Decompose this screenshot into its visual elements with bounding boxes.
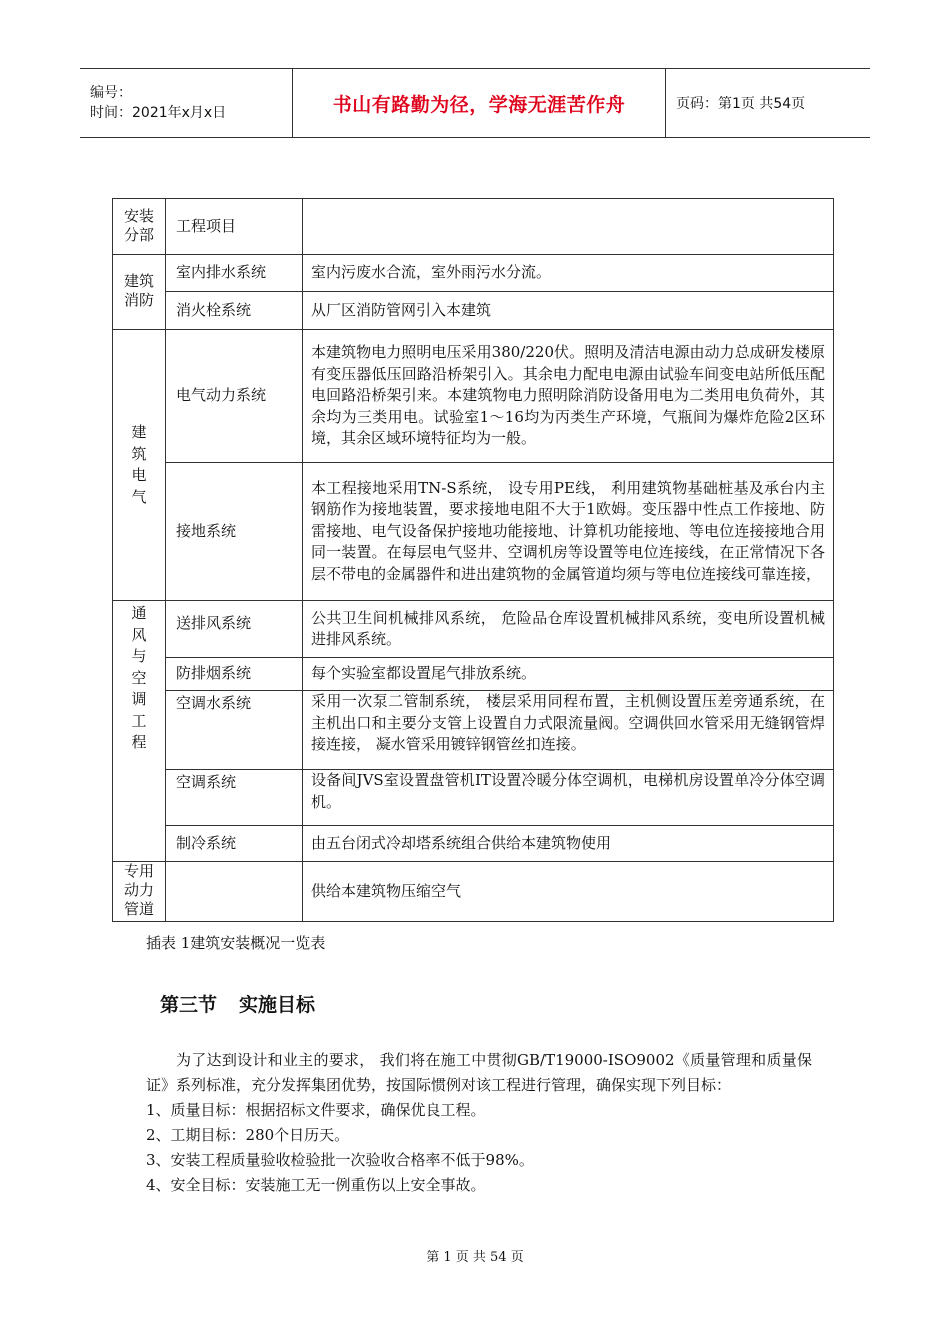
table-caption: 插表 1建筑安装概况一览表 — [146, 934, 326, 952]
desc-cell: 室内污废水合流，室外雨污水分流。 — [303, 255, 834, 292]
desc-cell: 每个实验室都设置尾气排放系统。 — [303, 658, 834, 691]
table-row — [113, 826, 834, 862]
item-cell: 电气动力系统 — [166, 330, 303, 463]
table-row — [113, 770, 834, 826]
desc-cell: 本工程接地采用TN-S系统， 设专用PE线， 利用建筑物基础桩基及承台内主钢筋作为接地装置，要求接地电阻不大于1欧姆。变压器中性点工作接地、防雷接地、电气设备保护接地功能接地、计算机功能接地、等电位连接接地合用同一装置。在每层电气竖井、空调机房等设置等电位连接线，在正常情况下各层不带电的金属器件和进出建筑物的金属管道均须与等电位连接线可靠连接， — [303, 463, 834, 601]
item-cell: 室内排水系统 — [166, 255, 303, 292]
desc-cell: 从厂区消防管网引入本建筑 — [303, 292, 834, 330]
goal-item: 3、安装工程质量验收检验批一次验收合格率不低于98%。 — [146, 1151, 534, 1169]
goal-item: 1、质量目标：根据招标文件要求，确保优良工程。 — [146, 1101, 486, 1119]
page-footer: 第 1 页 共 54 页 — [426, 1250, 524, 1265]
section-title: 实施目标 — [239, 994, 316, 1016]
item-cell — [166, 862, 303, 922]
header-category-cell: 安装分部 — [113, 199, 166, 255]
item-cell: 接地系统 — [166, 463, 303, 601]
code-label: 编号： — [90, 85, 132, 101]
desc-cell: 由五台闭式冷却塔系统组合供给本建筑物使用 — [303, 826, 834, 862]
section-number: 第三节 — [160, 994, 218, 1016]
desc-cell: 采用一次泵二管制系统， 楼层采用同程布置，主机侧设置压差旁通系统，在主机出口和主要分支管上设置自力式限流量阀。空调供回水管采用无缝钢管焊接连接， 凝水管采用镀锌钢管丝扣连接。 — [303, 691, 834, 770]
header-meta — [80, 69, 292, 137]
category-cell: 通风与空调工程 — [113, 601, 166, 862]
table-row — [113, 292, 834, 330]
header-desc-cell — [303, 199, 834, 255]
item-cell: 送排风系统 — [166, 601, 303, 658]
section-body — [146, 1048, 812, 1198]
item-cell: 制冷系统 — [166, 826, 303, 862]
page-info-text: 页码：第1页 共54页 — [676, 96, 806, 112]
table-row — [113, 658, 834, 691]
desc-cell: 设备间JVS室设置盘管机IT设置冷暖分体空调机，电梯机房设置单冷分体空调机。 — [303, 770, 834, 826]
goal-item: 2、工期目标：280个日历天。 — [146, 1126, 350, 1144]
category-cell: 专用动力管道 — [113, 862, 166, 922]
item-cell: 空调水系统 — [166, 691, 303, 770]
desc-cell: 供给本建筑物压缩空气 — [303, 862, 834, 922]
time-label: 时间：2021年x月x日 — [90, 105, 227, 121]
table-row — [113, 691, 834, 770]
desc-cell: 公共卫生间机械排风系统， 危险品仓库设置机械排风系统，变电所设置机械进排风系统。 — [303, 601, 834, 658]
table-row — [113, 463, 834, 601]
section-heading — [160, 990, 315, 1017]
intro-paragraph: 为了达到设计和业主的要求， 我们将在施工中贯彻GB/T19000-ISO9002《质量管理和质量保证》系列标准，充分发挥集团优势，按国际惯例对该工程进行管理，确保实现下列目标： — [146, 1051, 812, 1094]
item-cell: 消火栓系统 — [166, 292, 303, 330]
header-page-info — [666, 69, 870, 137]
motto-text: 书山有路勤为径，学海无涯苦作舟 — [332, 93, 626, 116]
category-cell: 建筑消防 — [113, 255, 166, 330]
table-row — [113, 330, 834, 463]
table-header-row — [113, 199, 834, 255]
table-row — [113, 255, 834, 292]
header-item-cell: 工程项目 — [166, 199, 303, 255]
goal-item: 4、安全目标：安装施工无一例重伤以上安全事故。 — [146, 1176, 486, 1194]
item-cell: 防排烟系统 — [166, 658, 303, 691]
item-cell: 空调系统 — [166, 770, 303, 826]
installation-table — [112, 198, 834, 922]
header-motto — [292, 69, 666, 137]
table-row — [113, 601, 834, 658]
page-header — [80, 68, 870, 138]
category-cell: 建筑电气 — [113, 330, 166, 601]
desc-cell: 本建筑物电力照明电压采用380/220伏。照明及清洁电源由动力总成研发楼原有变压器低压回路沿桥架引入。其余电力配电电源由试验车间变电站所低压配电回路沿桥架引来。本建筑物电力照明除消防设备用电为二类用电负荷外，其余均为三类用电。试验室1～16均为丙类生产环境，气瓶间为爆炸危险2区环境，其余区域环境特征均为一般。 — [303, 330, 834, 463]
table-row — [113, 862, 834, 922]
